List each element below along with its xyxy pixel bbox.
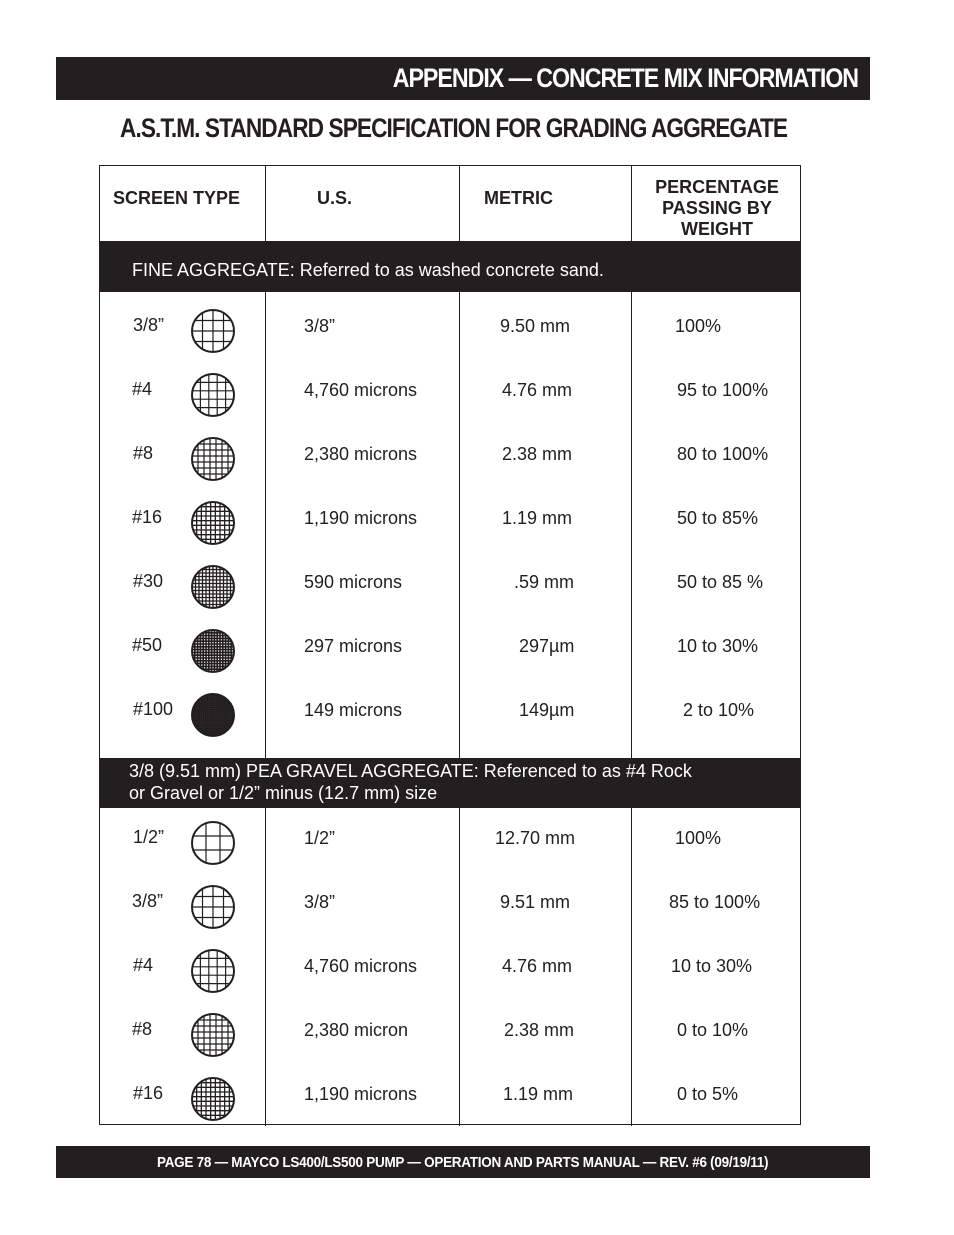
column-header-percentage-line2: PASSING BY [662,198,772,218]
mesh-4-icon [190,372,236,418]
fine-percentage-value: 80 to 100% [677,444,769,464]
column-divider [459,808,460,1126]
screen-mesh [190,692,236,738]
pea-screen-label: #16 [133,1083,164,1103]
mesh-30-icon [190,564,236,610]
screen-mesh [190,436,236,482]
pea-metric-value: 12.70 mm [495,828,576,848]
pea-percentage-value: 0 to 5% [677,1084,739,1104]
screen-mesh [190,884,236,930]
pea-screen-label: 3/8” [132,891,164,911]
screen-mesh [190,372,236,418]
fine-us-value: 1,190 microns [304,508,418,528]
screen-mesh [190,820,236,866]
column-divider [265,292,266,758]
mesh-4-icon [190,948,236,994]
fine-us-value: 3/8” [304,316,336,336]
pea-us-value: 4,760 microns [304,956,418,976]
column-divider [265,166,266,242]
column-header-us: U.S. [317,188,353,208]
fine-percentage-value: 95 to 100% [677,380,769,400]
grading-table [99,165,801,1125]
fine-aggregate-heading-text: FINE AGGREGATE: Referred to as washed concrete sand. [132,260,604,280]
fine-us-value: 4,760 microns [304,380,418,400]
footer-text: PAGE 78 — MAYCO LS400/LS500 PUMP — OPERATION AND PARTS MANUAL — REV. #6 (09/19/11) [157,1153,769,1171]
fine-screen-label: #100 [133,699,174,719]
pea-percentage-value: 10 to 30% [671,956,753,976]
pea-percentage-value: 0 to 10% [677,1020,749,1040]
fine-us-value: 297 microns [304,636,403,656]
pea-us-value: 1,190 microns [304,1084,418,1104]
fine-metric-value: 149µm [519,700,575,720]
fine-percentage-value: 50 to 85% [677,508,759,528]
pea-gravel-heading-line2: or Gravel or 1/2” minus (12.7 mm) size [129,783,438,803]
fine-metric-value: 297µm [519,636,575,656]
fine-percentage-value: 10 to 30% [677,636,759,656]
pea-percentage-value: 85 to 100% [669,892,761,912]
page-title: A.S.T.M. STANDARD SPECIFICATION FOR GRADING AGGREGATE [120,113,788,143]
screen-mesh [190,564,236,610]
pea-gravel-heading-line1: 3/8 (9.51 mm) PEA GRAVEL AGGREGATE: Referenced to as #4 Rock [129,761,692,781]
screen-mesh [190,948,236,994]
column-divider [631,166,632,242]
column-header-percentage-line3: WEIGHT [681,219,753,239]
column-divider [631,808,632,1126]
screen-mesh [190,1012,236,1058]
fine-metric-value: 1.19 mm [502,508,573,528]
mesh-3-8-icon [190,884,236,930]
fine-aggregate-heading [100,242,800,292]
fine-screen-label: #8 [133,443,154,463]
fine-metric-value: .59 mm [514,572,575,592]
pea-gravel-heading [100,758,800,808]
pea-metric-value: 4.76 mm [502,956,573,976]
mesh-50-icon [190,628,236,674]
screen-mesh [190,500,236,546]
mesh-8-icon [190,1012,236,1058]
column-header-percentage-line1: PERCENTAGE [655,177,779,197]
screen-mesh [190,1076,236,1122]
section-title: APPENDIX — CONCRETE MIX INFORMATION [392,63,858,93]
fine-metric-value: 9.50 mm [500,316,571,336]
pea-metric-value: 9.51 mm [500,892,571,912]
fine-us-value: 149 microns [304,700,403,720]
column-divider [459,292,460,758]
column-divider [265,808,266,1126]
screen-mesh [190,308,236,354]
column-header-screen-type: SCREEN TYPE [113,188,241,208]
fine-screen-label: #4 [132,379,153,399]
pea-screen-label: 1/2” [133,827,165,847]
pea-screen-label: #4 [133,955,154,975]
fine-screen-label: #16 [132,507,163,527]
column-divider [459,166,460,242]
mesh-8-icon [190,436,236,482]
column-header-percentage [633,177,801,240]
pea-metric-value: 1.19 mm [503,1084,574,1104]
mesh-3-8-icon [190,308,236,354]
fine-screen-label: #50 [132,635,163,655]
fine-metric-value: 4.76 mm [502,380,573,400]
pea-us-value: 1/2” [304,828,336,848]
section-title-bar [56,57,870,100]
pea-screen-label: #8 [132,1019,153,1039]
footer-bar [56,1146,870,1178]
fine-screen-label: #30 [133,571,164,591]
screen-mesh [190,628,236,674]
mesh-16-icon [190,500,236,546]
mesh-16-icon [190,1076,236,1122]
fine-percentage-value: 100% [675,316,722,336]
fine-percentage-value: 2 to 10% [683,700,755,720]
fine-percentage-value: 50 to 85 % [677,572,764,592]
fine-screen-label: 3/8” [133,315,165,335]
fine-metric-value: 2.38 mm [502,444,573,464]
pea-metric-value: 2.38 mm [504,1020,575,1040]
pea-us-value: 2,380 micron [304,1020,409,1040]
pea-percentage-value: 100% [675,828,722,848]
mesh-100-icon [190,692,236,738]
fine-us-value: 2,380 microns [304,444,418,464]
mesh-1-2-icon [190,820,236,866]
column-header-metric: METRIC [484,188,553,208]
fine-us-value: 590 microns [304,572,403,592]
pea-us-value: 3/8” [304,892,336,912]
column-divider [631,292,632,758]
